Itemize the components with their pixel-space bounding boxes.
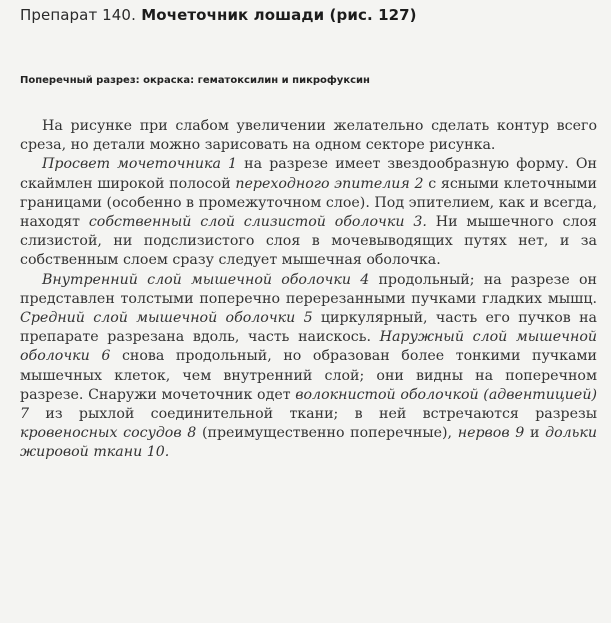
text-run: Ни мышечного слоя слизистой, ни подслизистого слоя в мочевыводящих путях нет, и за собственным слоем сразу следует мышечная оболочка. — [20, 214, 598, 269]
text-run: (преимущественно поперечные), — [196, 425, 458, 442]
text-run: циркулярный, часть его пучков на препарате разрезана вдоль, часть наискось. — [20, 310, 597, 346]
text-run: На рисунке при слабом увеличении желательно сделать контур всего среза, но детали можно зарисовать на одном секторе рисунка. — [20, 118, 597, 154]
text-run: снова продольный, но образован более тонкими пучками мышечных клеток, чем внутренний слой; они видны на поперечном разрезе. Снаружи мочеточник одет — [20, 348, 597, 403]
body-text — [20, 117, 597, 463]
text-run: и — [524, 425, 546, 442]
text-run: на разрезе имеет звездообразную форму. Он скаймлен широкой полосой — [20, 156, 598, 192]
italic-term: Средний слой мышечной оболочки 5 — [20, 310, 313, 327]
text-run: с ясными клеточными границами (особенно в промежуточном слое). Под эпителием, как и всегда, находят — [20, 175, 597, 231]
section-subheading: Поперечный разрез: окраска: гематоксилин и пикрофуксин — [20, 75, 370, 86]
page-heading — [20, 6, 597, 24]
italic-term: Внутренний слой мышечной оболочки 4 — [42, 271, 370, 288]
italic-term: Наружный слой мышечной оболочки 6 — [20, 329, 597, 365]
italic-term: переходного эпителия 2 — [235, 175, 424, 192]
paragraph — [20, 155, 597, 270]
italic-term: волокнистой оболочкой (адвентицией) 7 — [20, 386, 597, 423]
italic-term: собственный слой слизистой оболочки 3. — [88, 214, 427, 231]
italic-term: кровеносных сосудов 8 — [20, 425, 197, 442]
italic-term: нервов 9 — [457, 425, 525, 442]
paragraph — [20, 117, 597, 155]
italic-term: дольки жировой ткани 10. — [20, 425, 597, 461]
text-run: продольный; на разрезе он представлен толстыми поперечно перерезанными пучками гладких мышц. — [20, 271, 597, 307]
preparation-title: Мочеточник лошади (рис. 127) — [141, 6, 417, 24]
preparation-number: Препарат 140. — [20, 6, 136, 24]
italic-term: Просвет мочеточника 1 — [42, 156, 238, 173]
text-run: из рыхлой соединительной ткани; в ней встречаются разрезы — [29, 406, 597, 423]
paragraph — [20, 271, 597, 463]
